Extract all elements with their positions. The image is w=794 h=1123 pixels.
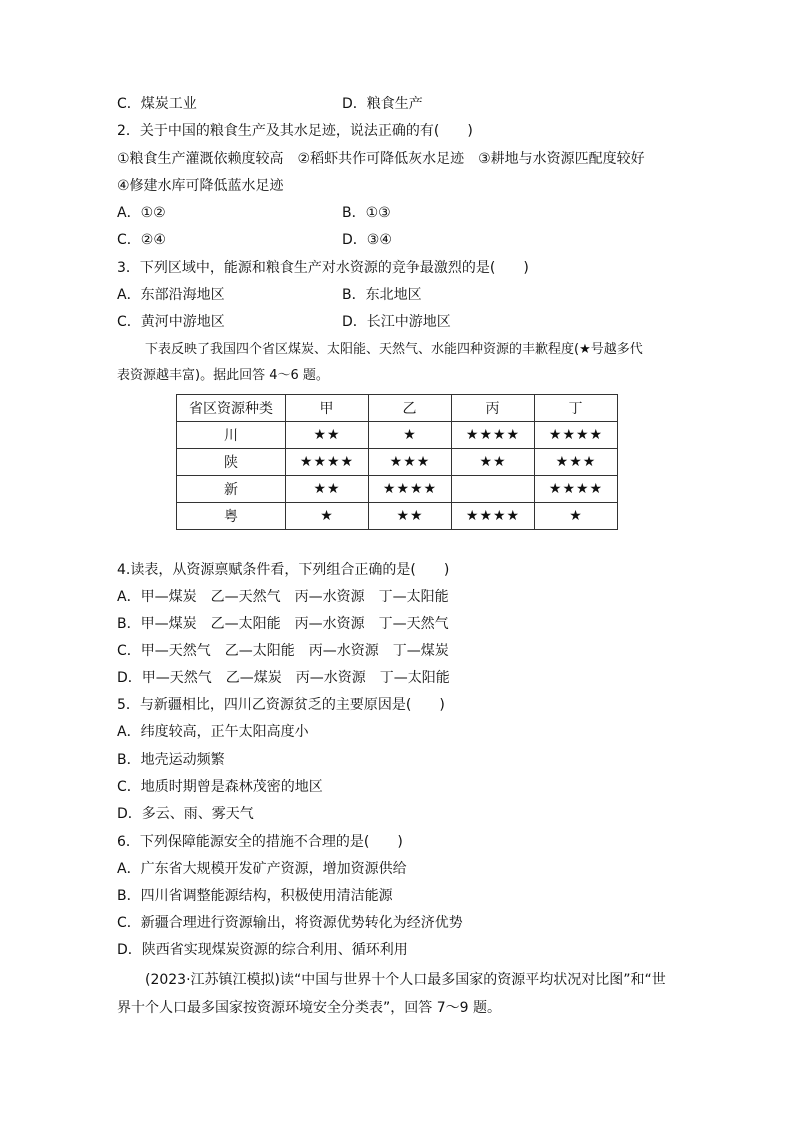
rating-cell: ★ [369, 422, 452, 449]
q3-stem: 3．下列区域中，能源和粮食生产对水资源的竞争最激烈的是( ) [117, 260, 529, 276]
rating-cell: ★★★★ [535, 422, 618, 449]
rating-cell: ★★★ [369, 449, 452, 476]
table-intro-line1: 下表反映了我国四个省区煤炭、太阳能、天然气、水能四种资源的丰歉程度(★号越多代 [145, 342, 643, 357]
q4-option-d: D．甲—天然气 乙—煤炭 丙—水资源 丁—太阳能 [117, 670, 450, 686]
q3-option-c: C．黄河中游地区 [117, 314, 225, 330]
rating-cell: ★★★★ [286, 449, 369, 476]
q5-option-b: B．地壳运动频繁 [117, 752, 225, 768]
q2-statements-line1: ①粮食生产灌溉依赖度较高 ②稻虾共作可降低灰水足迹 ③耕地与水资源匹配度较好 [117, 151, 645, 167]
rating-cell: ★★★★ [452, 422, 535, 449]
table-header-cell: 乙 [369, 395, 452, 422]
q4-stem: 4.读表，从资源禀赋条件看，下列组合正确的是( ) [117, 562, 450, 578]
rating-cell: ★★★★ [452, 503, 535, 530]
q2-statements-line2: ④修建水库可降低蓝水足迹 [117, 178, 284, 194]
q2-option-b: B．①③ [342, 205, 391, 221]
rating-cell: ★★ [452, 449, 535, 476]
province-cell: 川 [177, 422, 286, 449]
table-row [177, 503, 618, 530]
next-intro-line2: 界十个人口最多国家按资源环境安全分类表”，回答 7～9 题。 [117, 1000, 501, 1016]
rating-cell: ★ [535, 503, 618, 530]
rating-cell: ★★★ [535, 449, 618, 476]
rating-cell: ★★ [286, 422, 369, 449]
table-header-cell: 丙 [452, 395, 535, 422]
table-intro-line2: 表资源越丰富)。据此回答 4～6 题。 [117, 368, 329, 383]
table-header-row [177, 395, 618, 422]
q1-option-c: C．煤炭工业 [117, 96, 197, 112]
q4-option-c: C．甲—天然气 乙—太阳能 丙—水资源 丁—煤炭 [117, 643, 449, 659]
rating-cell: ★★ [286, 476, 369, 503]
rating-cell: ★ [286, 503, 369, 530]
q5-option-a: A．纬度较高，正午太阳高度小 [117, 724, 309, 740]
q6-option-d: D．陕西省实现煤炭资源的综合利用、循环利用 [117, 942, 408, 958]
table-row [177, 476, 618, 503]
q6-option-b: B．四川省调整能源结构，积极使用清洁能源 [117, 888, 393, 904]
rating-cell: ★★★★ [535, 476, 618, 503]
province-cell: 粤 [177, 503, 286, 530]
q3-option-b: B．东北地区 [342, 287, 422, 303]
table-header-cell: 省区资源种类 [177, 395, 286, 422]
table-row [177, 449, 618, 476]
q5-option-d: D．多云、雨、雾天气 [117, 806, 254, 822]
q2-option-d: D．③④ [342, 232, 392, 248]
q6-stem: 6．下列保障能源安全的措施不合理的是( ) [117, 834, 403, 850]
q5-option-c: C．地质时期曾是森林茂密的地区 [117, 779, 323, 795]
q6-option-c: C．新疆合理进行资源输出，将资源优势转化为经济优势 [117, 915, 463, 931]
resource-table [176, 394, 618, 530]
next-section-intro [117, 966, 677, 1022]
table-header-cell: 甲 [286, 395, 369, 422]
q2-option-a: A．①② [117, 205, 166, 221]
q4-option-b: B．甲—煤炭 乙—太阳能 丙—水资源 丁—天然气 [117, 616, 449, 632]
q3-option-d: D．长江中游地区 [342, 314, 451, 330]
table-header-cell: 丁 [535, 395, 618, 422]
q1-option-d: D．粮食生产 [342, 96, 423, 112]
province-cell: 新 [177, 476, 286, 503]
q2-stem: 2．关于中国的粮食生产及其水足迹，说法正确的有( ) [117, 123, 473, 139]
q4-option-a: A．甲—煤炭 乙—天然气 丙—水资源 丁—太阳能 [117, 589, 449, 605]
table-row [177, 422, 618, 449]
q6-option-a: A．广东省大规模开发矿产资源，增加资源供给 [117, 861, 407, 877]
next-intro-line1: (2023·江苏镇江模拟)读“中国与世界十个人口最多国家的资源平均状况对比图”和“世 [145, 972, 666, 988]
q5-stem: 5．与新疆相比，四川乙资源贫乏的主要原因是( ) [117, 697, 445, 713]
table-intro [117, 337, 677, 389]
province-cell: 陕 [177, 449, 286, 476]
rating-cell [452, 476, 535, 503]
q3-option-a: A．东部沿海地区 [117, 287, 225, 303]
rating-cell: ★★★★ [369, 476, 452, 503]
rating-cell: ★★ [369, 503, 452, 530]
q2-option-c: C．②④ [117, 232, 166, 248]
